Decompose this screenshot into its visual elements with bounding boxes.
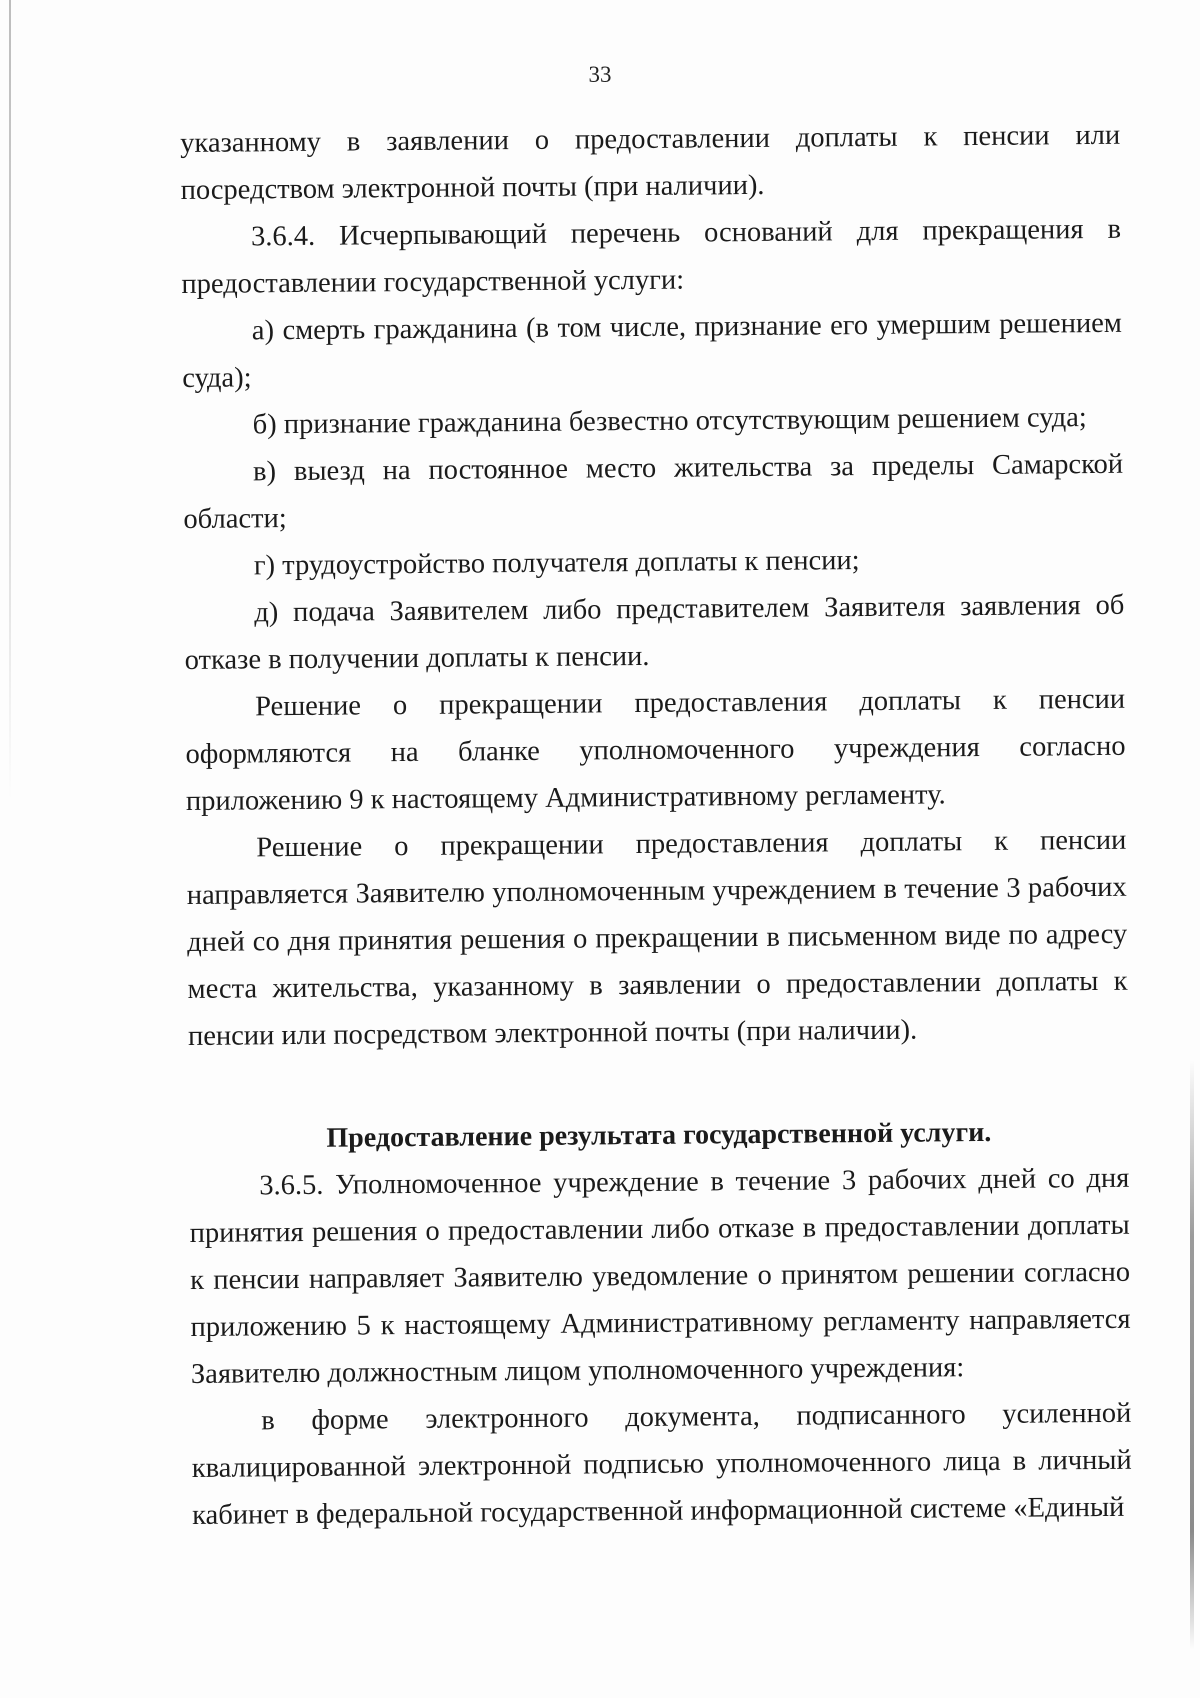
- scan-left-edge: [9, 0, 11, 800]
- scan-right-edge: [1190, 1060, 1194, 1650]
- list-item-b: б) признание гражданина безвестно отсутствующим решением суда;: [252, 402, 1087, 441]
- paragraph-electronic-form: в форме электронного документа, подписанного усиленной квалицированной электронной подписью уполномоченного лица в личный кабинет в федеральной государственной информационной системе «Единый: [191, 1397, 1132, 1531]
- document-body: [180, 112, 1132, 1539]
- paragraph-3-6-4: 3.6.4. Исчерпывающий перечень оснований для прекращения в предоставлении государственной услуги:: [181, 213, 1122, 300]
- list-item-a: а) смерть гражданина (в том числе, признание его умершим решением суда);: [182, 307, 1122, 394]
- paragraph-3-6-5: 3.6.5. Уполномоченное учреждение в течение 3 рабочих дней со дня принятия решения о предоставлении либо отказе в предоставлении доплаты к пенсии направляет Заявителю уведомление о принятом решении согласно приложению 5 к настоящему Административному регламенту направляется Заявителю должностным лицом уполномоченного учреждения:: [189, 1162, 1131, 1390]
- paragraph-decision-delivery: Решение о прекращении предоставления доплаты к пенсии направляется Заявителю уполномоченным учреждением в течение 3 рабочих дней со дня принятия решения о прекращении в письменном виде по адресу места жительства, указанному в заявлении о предоставлении доплаты к пенсии или посредством электронной почты (при наличии).: [186, 824, 1128, 1052]
- paragraph-continuation: указанному в заявлении о предоставлении доплаты к пенсии или посредством электронной почты (при наличии).: [180, 119, 1121, 206]
- paragraph-decision-form: Решение о прекращении предоставления доплаты к пенсии оформляются на бланке уполномоченного учреждения согласно приложению 9 к настоящему Административному регламенту.: [185, 683, 1126, 817]
- list-item-v: в) выезд на постоянное место жительства за пределы Самарской области;: [183, 448, 1124, 535]
- section-heading: Предоставление результата государственной услуги.: [326, 1116, 992, 1154]
- list-item-d: д) подача Заявителем либо представителем Заявителя заявления об отказе в получении доплаты к пенсии.: [184, 589, 1125, 676]
- list-item-g: г) трудоустройство получателя доплаты к пенсии;: [253, 545, 860, 582]
- page-number: 33: [588, 62, 612, 87]
